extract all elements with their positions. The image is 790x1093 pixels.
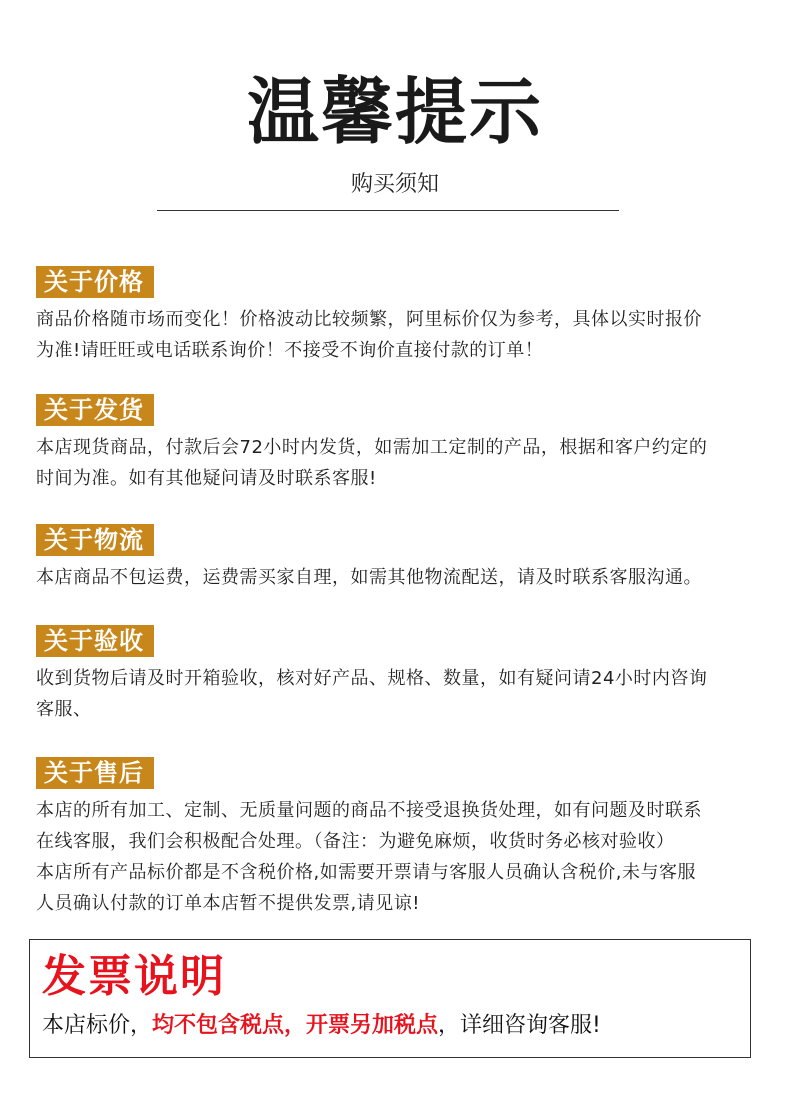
- page-subtitle: 购买须知: [350, 172, 439, 197]
- invoice-text: [42, 1010, 601, 1042]
- section-shipping-line: 本店现货商品，付款后会72小时内发货，如需加工定制的产品，根据和客户约定的: [36, 437, 708, 458]
- section-after-sales-label: 关于售后: [36, 757, 154, 789]
- section-inspection-line: 客服、: [36, 699, 92, 720]
- section-price: [36, 266, 756, 366]
- section-price-line: 为准!请旺旺或电话联系询价！不接受不询价直接付款的订单！: [36, 340, 544, 361]
- invoice-text-suffix: ，详细咨询客服!: [438, 1013, 601, 1038]
- section-price-line: 商品价格随市场而变化！价格波动比较频繁，阿里标价仅为参考，具体以实时报价: [36, 309, 702, 330]
- page-title: 温馨提示: [246, 70, 543, 154]
- section-inspection-text: [36, 663, 756, 725]
- section-price-label: 关于价格: [36, 266, 154, 298]
- section-shipping-text: [36, 432, 756, 494]
- section-shipping: [36, 394, 756, 494]
- invoice-text-highlight: 均不包含税点，开票另加税点: [152, 1013, 439, 1038]
- section-inspection-label: 关于验收: [36, 625, 154, 657]
- section-shipping-line: 时间为准。如有其他疑问请及时联系客服!: [36, 468, 377, 489]
- section-after-sales-line: 人员确认付款的订单本店暂不提供发票,请见谅!: [36, 893, 420, 914]
- section-after-sales-text: [36, 795, 756, 919]
- section-inspection: [36, 625, 756, 725]
- section-logistics-label: 关于物流: [36, 524, 154, 556]
- section-after-sales-line: 本店所有产品标价都是不含税价格,如需要开票请与客服人员确认含税价,未与客服: [36, 862, 696, 883]
- section-logistics-line: 本店商品不包运费，运费需买家自理，如需其他物流配送，请及时联系客服沟通。: [36, 567, 702, 588]
- invoice-title: 发票说明: [42, 951, 226, 1002]
- subtitle-divider: [157, 210, 619, 211]
- section-logistics-text: [36, 562, 756, 593]
- section-shipping-label: 关于发货: [36, 394, 154, 426]
- invoice-text-prefix: 本店标价，: [42, 1013, 153, 1038]
- section-logistics: [36, 524, 756, 593]
- section-after-sales-line: 本店的所有加工、定制、无质量问题的商品不接受退换货处理，如有问题及时联系: [36, 800, 702, 821]
- section-inspection-line: 收到货物后请及时开箱验收，核对好产品、规格、数量，如有疑问请24小时内咨询: [36, 668, 708, 689]
- section-after-sales: [36, 757, 756, 919]
- section-price-text: [36, 304, 756, 366]
- invoice-notice-box: [29, 939, 751, 1058]
- section-after-sales-line: 在线客服，我们会积极配合处理。（备注：为避免麻烦，收货时务必核对验收）: [36, 831, 675, 852]
